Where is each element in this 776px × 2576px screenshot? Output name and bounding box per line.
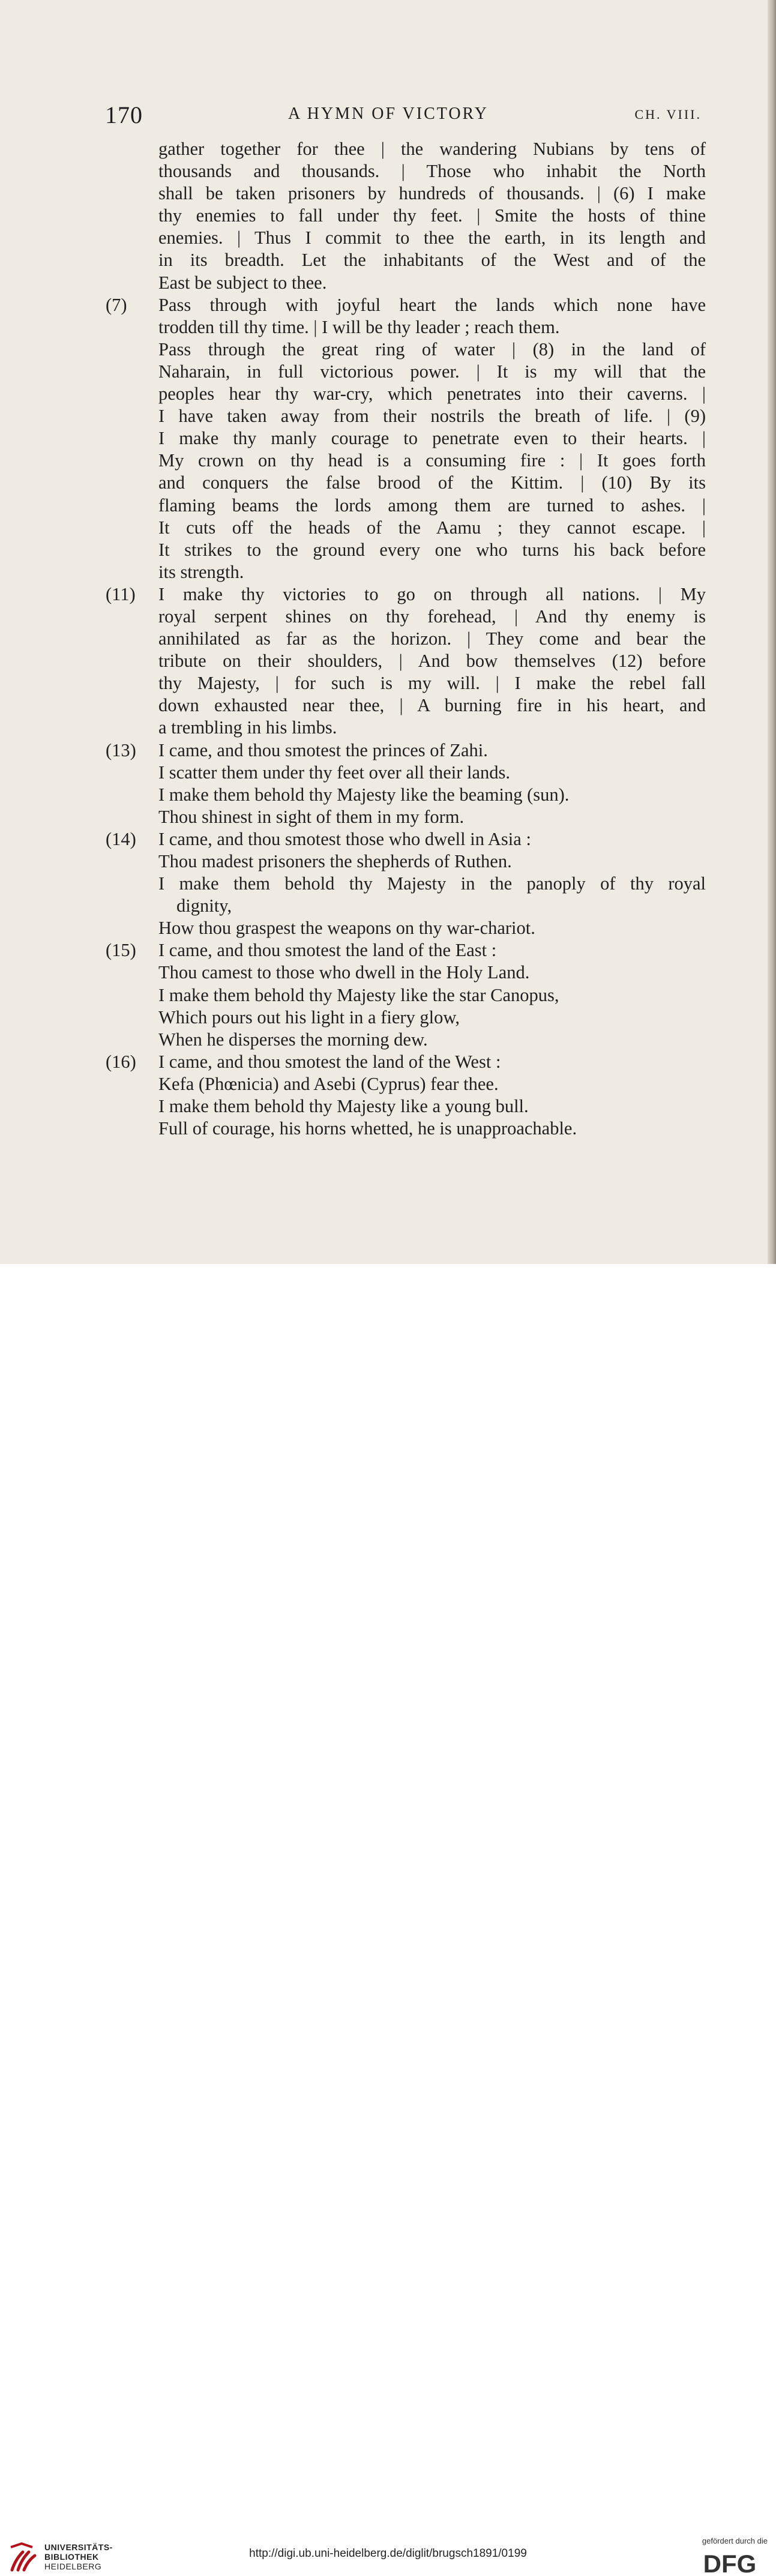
- line-text: dignity,: [176, 895, 232, 916]
- text-line: [106, 650, 718, 672]
- text-line: [106, 339, 718, 361]
- text-line: [106, 427, 718, 450]
- line-text: East be subject to thee.: [158, 272, 327, 293]
- line-text: I make thy victories to go on through all nations. | My: [158, 583, 706, 604]
- line-text: Pass through the great ring of water | (8) in the land of: [158, 339, 706, 360]
- line-text: annihilated as far as the horizon. | They come and bear the: [158, 628, 706, 649]
- text-line: [106, 182, 718, 205]
- line-text: thousands and thousands. | Those who inhabit the North: [158, 161, 706, 182]
- line-text: shall be taken prisoners by hundreds of thousands. | (6) I make: [158, 183, 706, 204]
- library-name-line3: HEIDELBERG: [44, 2562, 102, 2571]
- line-text: I came, and thou smotest the land of the East :: [158, 940, 497, 961]
- text-line: [106, 672, 718, 694]
- line-text: Kefa (Phœnicia) and Asebi (Cyprus) fear thee.: [158, 1073, 499, 1094]
- text-line: [106, 939, 718, 961]
- dfg-logo-text: DFG: [703, 2550, 757, 2576]
- text-line: [106, 272, 718, 294]
- line-text: and conquers the false brood of the Kittim. | (10) By its: [158, 472, 706, 493]
- line-text: Thou camest to those who dwell in the Holy Land.: [158, 962, 530, 983]
- line-text: I make thy manly courage to penetrate even to their hearts. |: [158, 428, 706, 449]
- line-text: Full of courage, his horns whetted, he is unapproachable.: [158, 1118, 577, 1139]
- text-line: [106, 450, 718, 472]
- line-text: thy Majesty, | for such is my will. | I make the rebel fall: [158, 673, 706, 694]
- text-line: [106, 472, 718, 494]
- library-name-line1: UNIVERSITÄTS-: [44, 2542, 113, 2552]
- line-text: peoples hear thy war-cry, which penetrates into their caverns. |: [158, 384, 706, 405]
- verse-number: (7): [106, 294, 127, 315]
- line-text: I have taken away from their nostrils the breath of life. | (9): [158, 406, 706, 427]
- text-line: [106, 361, 718, 383]
- line-text: tribute on their shoulders, | And bow themselves (12) before: [158, 651, 706, 672]
- text-line: [106, 583, 718, 606]
- text-line: [106, 227, 718, 249]
- text-line: [106, 961, 718, 984]
- line-text: royal serpent shines on thy forehead, | And thy enemy is: [158, 606, 706, 627]
- text-line: [106, 717, 718, 739]
- text-line: [106, 539, 718, 561]
- text-line: [106, 873, 718, 895]
- text-line: [106, 160, 718, 182]
- line-text: down exhausted near thee, | A burning fire in his heart, and: [158, 695, 706, 716]
- text-line: [106, 628, 718, 650]
- text-line: [106, 784, 718, 806]
- text-line: [106, 405, 718, 427]
- line-text: Naharain, in full victorious power. | It is my will that the: [158, 361, 706, 382]
- verse-number: (15): [106, 940, 136, 961]
- text-line: [106, 249, 718, 271]
- text-line: [106, 806, 718, 828]
- text-line: [106, 694, 718, 717]
- line-text: When he disperses the morning dew.: [158, 1029, 428, 1050]
- text-line: [106, 383, 718, 405]
- line-text: I came, and thou smotest those who dwell in Asia :: [158, 828, 531, 849]
- text-line: [106, 895, 718, 917]
- text-line: [106, 316, 718, 339]
- text-line: [106, 850, 718, 873]
- text-line: [106, 1029, 718, 1051]
- book-page: [0, 0, 776, 1264]
- text-line: [106, 1095, 718, 1118]
- verse-number: (13): [106, 739, 136, 760]
- line-text: trodden till thy time. | I will be thy leader ; reach them.: [158, 316, 560, 337]
- text-line: [106, 984, 718, 1007]
- line-text: I make them behold thy Majesty like a young bull.: [158, 1096, 529, 1117]
- line-text: I make them behold thy Majesty in the panoply of thy royal: [158, 873, 706, 894]
- hymn-text: [106, 138, 718, 1140]
- line-text: a trembling in his limbs.: [158, 717, 337, 738]
- line-text: I came, and thou smotest the princes of Zahi.: [158, 739, 488, 760]
- line-text: thy enemies to fall under thy feet. | Smite the hosts of thine: [158, 205, 706, 226]
- line-text: I scatter them under thy feet over all their lands.: [158, 762, 511, 783]
- verse-number: (16): [106, 1051, 136, 1072]
- text-line: [106, 1007, 718, 1029]
- line-text: I make them behold thy Majesty like the star Canopus,: [158, 984, 559, 1005]
- digitization-footer: [0, 1264, 776, 2576]
- page-number: 170: [105, 101, 143, 128]
- line-text: flaming beams the lords among them are turned to ashes. |: [158, 495, 706, 516]
- text-line: [106, 1118, 718, 1140]
- line-text: in its breadth. Let the inhabitants of the West and of the: [158, 250, 706, 271]
- line-text: Thou madest prisoners the shepherds of Ruthen.: [158, 851, 512, 871]
- line-text: its strength.: [158, 561, 244, 582]
- line-text: It strikes to the ground every one who turns his back before: [158, 539, 706, 560]
- text-line: [106, 828, 718, 850]
- line-text: I make them behold thy Majesty like the beaming (sun).: [158, 784, 570, 805]
- library-name-line2: BIBLIOTHEK: [44, 2552, 99, 2562]
- line-text: Pass through with joyful heart the lands which none have: [158, 294, 706, 315]
- text-line: [106, 1051, 718, 1073]
- verse-number: (14): [106, 828, 136, 849]
- dfg-logo: [692, 2550, 768, 2576]
- funded-by-label: gefördert durch die: [702, 2536, 768, 2545]
- line-text: enemies. | Thus I commit to thee the earth, in its length and: [158, 227, 706, 248]
- line-text: Which pours out his light in a fiery glow,: [158, 1007, 460, 1028]
- line-text: I came, and thou smotest the land of the West :: [158, 1051, 501, 1072]
- text-line: [106, 1073, 718, 1095]
- chapter-label: CH. VIII.: [634, 107, 702, 122]
- line-text: Thou shinest in sight of them in my form.: [158, 806, 465, 827]
- text-line: [106, 606, 718, 628]
- text-line: [106, 138, 718, 160]
- text-line: [106, 917, 718, 939]
- line-text: It cuts off the heads of the Aamu ; they cannot escape. |: [158, 517, 706, 538]
- running-head: [105, 101, 717, 128]
- running-title: A HYMN OF VICTORY: [288, 104, 489, 123]
- verse-number: (11): [106, 583, 136, 604]
- text-line: [106, 205, 718, 227]
- line-text: How thou graspest the weapons on thy war-chariot.: [158, 918, 535, 939]
- text-line: [106, 517, 718, 539]
- permalink-url[interactable]: http://digi.ub.uni-heidelberg.de/diglit/brugsch1891/0199: [249, 2547, 527, 2560]
- text-line: [106, 739, 718, 762]
- line-text: gather together for thee | the wandering Nubians by tens of: [158, 139, 706, 159]
- text-line: [106, 294, 718, 316]
- page-edge: [768, 0, 776, 1264]
- text-line: [106, 561, 718, 583]
- text-line: [106, 495, 718, 517]
- line-text: My crown on thy head is a consuming fire : | It goes forth: [158, 450, 706, 471]
- text-line: [106, 762, 718, 784]
